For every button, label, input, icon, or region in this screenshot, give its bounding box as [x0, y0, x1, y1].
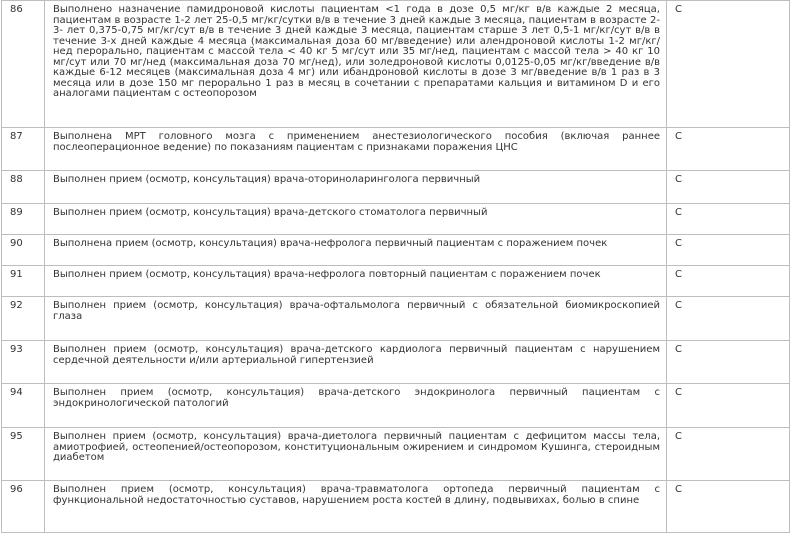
evidence-level: С [667, 297, 790, 341]
table-row [2, 428, 790, 481]
evidence-level: С [667, 235, 790, 266]
table-row [2, 266, 790, 297]
criterion-text: Выполнен прием (осмотр, консультация) врача-детского кардиолога первичный пациентам с нарушением сердечной деятельности и/или артериальной гипертензией [45, 341, 667, 384]
criterion-text: Выполнен прием (осмотр, консультация) врача-детского стоматолога первичный [45, 204, 667, 235]
row-number: 86 [2, 1, 45, 128]
criterion-text: Выполнен прием (осмотр, консультация) врача-травматолога ортопеда первичный пациентам с функциональной недостаточностью суставов, нарушением роста костей в длину, подвывихах, болью в спине [45, 481, 667, 533]
evidence-level: С [667, 171, 790, 204]
table-row [2, 171, 790, 204]
row-number: 90 [2, 235, 45, 266]
criterion-text: Выполнен прием (осмотр, консультация) врача-оториноларинголога первичный [45, 171, 667, 204]
table-row [2, 204, 790, 235]
criteria-table [1, 0, 790, 533]
evidence-level: С [667, 428, 790, 481]
table-row [2, 341, 790, 384]
row-number: 92 [2, 297, 45, 341]
row-number: 93 [2, 341, 45, 384]
row-number: 87 [2, 128, 45, 171]
evidence-level: С [667, 204, 790, 235]
row-number: 95 [2, 428, 45, 481]
row-number: 94 [2, 384, 45, 428]
evidence-level: С [667, 341, 790, 384]
criterion-text: Выполнено назначение памидроновой кислоты пациентам <1 года в дозе 0,5 мг/кг в/в каждые 2 месяца, пациентам в возрасте 1-2 лет 25-0,5 мг/кг/сутки в/в в течение 3 дней каждые 3 месяца, пациентам в возрасте 2-3- лет 0,375-0,75 мг/кг/сут в/в в течение 3 дней каждые 3 месяца, пациентам старше 3 лет 0,5-1 мг/кг/сут в/в в течение 3-х дней каждые 4 месяца (максимальная доза 60 мг/введение) или алендроновой кислоты 1-2 мг/кг/нед перорально, пациентам с массой тела < 40 кг 5 мг/сут или 35 мг/нед, пациентам с массой тела > 40 кг 10 мг/сут или 70 мг/нед (максимальная доза 70 мг/нед), или золедроновой кислоты 0,0125-0,05 мг/кг/введение в/в каждые 6-12 месяцев (максимальная доза 4 мг) или ибандроновой кислоты в дозе 3 мг/введение в/в 1 раз в 3 месяца или в дозе 150 мг перорально 1 раз в месяц в сочетании с препаратами кальция и витамином D и его аналогами пациентам с остеопорозом [45, 1, 667, 128]
evidence-level: С [667, 384, 790, 428]
table-row [2, 384, 790, 428]
criterion-text: Выполнен прием (осмотр, консультация) врача-детского эндокринолога первичный пациентам с эндокринологической патологий [45, 384, 667, 428]
criterion-text: Выполнена МРТ головного мозга с применением анестезиологического пособия (включая раннее послеоперационное ведение) по показаниям пациентам с признаками поражения ЦНС [45, 128, 667, 171]
table-row [2, 128, 790, 171]
criterion-text: Выполнен прием (осмотр, консультация) врача-диетолога первичный пациентам с дефицитом массы тела, амиотрофией, остеопенией/остеопорозом, конституциональным ожирением и синдромом Кушинга, стероидным диабетом [45, 428, 667, 481]
row-number: 88 [2, 171, 45, 204]
table-row [2, 235, 790, 266]
table-row [2, 297, 790, 341]
evidence-level: С [667, 481, 790, 533]
row-number: 89 [2, 204, 45, 235]
table-row [2, 481, 790, 533]
table-row [2, 1, 790, 128]
evidence-level: С [667, 266, 790, 297]
criterion-text: Выполнена прием (осмотр, консультация) врача-нефролога первичный пациентам с поражением почек [45, 235, 667, 266]
evidence-level: С [667, 128, 790, 171]
row-number: 96 [2, 481, 45, 533]
row-number: 91 [2, 266, 45, 297]
criterion-text: Выполнен прием (осмотр, консультация) врача-офтальмолога первичный с обязательной биомикроскопией глаза [45, 297, 667, 341]
evidence-level: С [667, 1, 790, 128]
criterion-text: Выполнен прием (осмотр, консультация) врача-нефролога повторный пациентам с поражением почек [45, 266, 667, 297]
